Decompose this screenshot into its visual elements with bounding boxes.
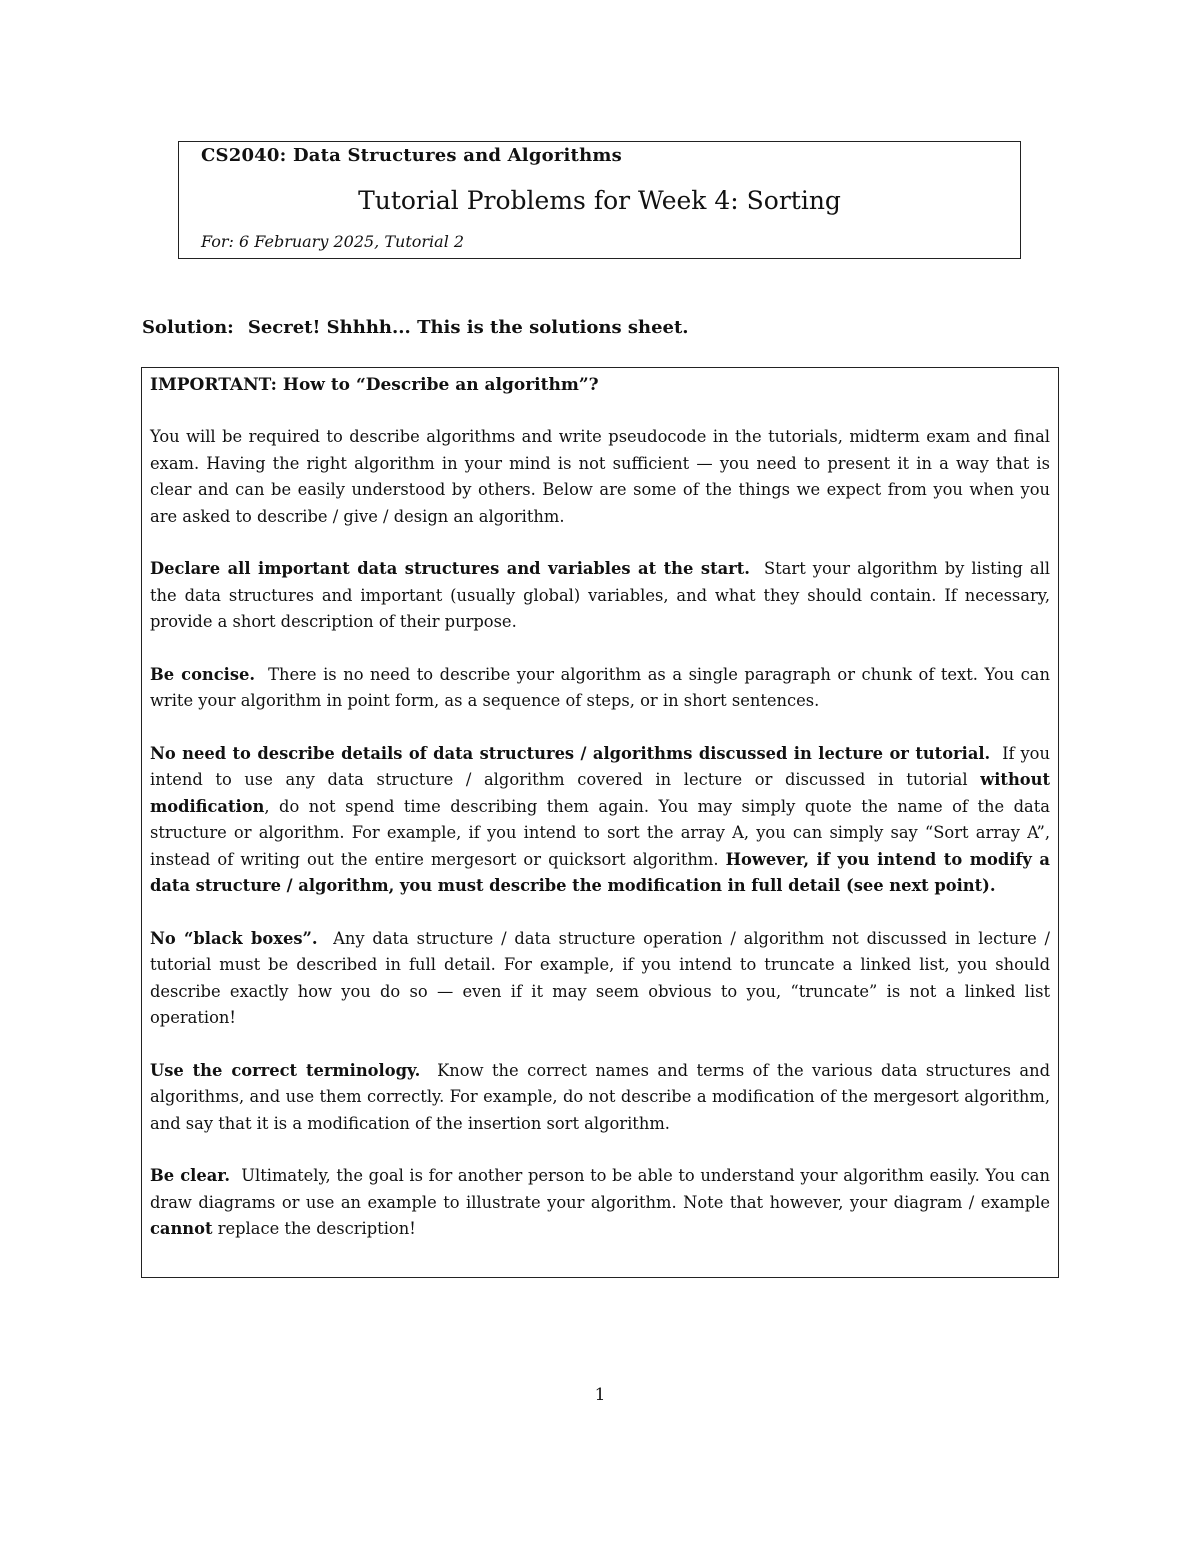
section-body: Know the correct names and terms of the various data structures and algorithms, and use them correctly. For example, do not describe a modification of the mergesort algorithm, and say that it is a modification of the insertion sort algorithm.	[150, 1060, 1050, 1133]
sheet-title: Tutorial Problems for Week 4: Sorting	[358, 186, 841, 215]
course-title	[201, 145, 622, 166]
section-body: If you intend to use any data structure / algorithm covered in lecture or discussed in tutorial	[150, 743, 1050, 789]
section-body-cont: , do not spend time describing them again. You may simply quote the name of the data structure or algorithm. For example, if you intend to sort the array A, you can simply say “Sort array A”, instead of writing out the entire mergesort or quicksort algorithm.	[150, 796, 1050, 869]
section-body-cont: replace the description!	[217, 1219, 416, 1238]
page-number: 1	[594, 1385, 606, 1405]
solution-line	[142, 317, 689, 338]
section-concise	[150, 662, 1050, 715]
section-black-boxes	[150, 926, 1050, 1032]
section-emphasis: without modification	[150, 770, 1050, 816]
tutorial-header-box	[178, 141, 1021, 259]
section-lead: Declare all important data structures and variables at the start.	[150, 559, 750, 578]
course-code: CS2040:	[201, 145, 287, 166]
section-lead: Be clear.	[150, 1166, 231, 1185]
section-body: Start your algorithm by listing all the data structures and important (usually global) variables, and what they should contain. If necessary, provide a short description of their purpose.	[150, 559, 1050, 631]
section-emphasis: cannot	[150, 1219, 213, 1238]
section-no-need	[150, 741, 1050, 900]
section-lead: Use the correct terminology.	[150, 1060, 421, 1080]
section-body: Any data structure / data structure operation / algorithm not discussed in lecture / tutorial must be described in full detail. For example, if you intend to truncate a linked list, you should describe exactly how you do so — even if it may seem obvious to you, “truncate” is not a linked list operation!	[150, 928, 1051, 1027]
section-lead: No need to describe details of data structures / algorithms discussed in lecture or tutorial.	[150, 743, 991, 763]
tutorial-date: For: 6 February 2025, Tutorial 2	[201, 232, 465, 251]
section-declare	[150, 556, 1050, 636]
solution-text: Secret! Shhhh... This is the solutions sheet.	[247, 317, 689, 338]
section-tail: However, if you intend to modify a data structure / algorithm, you must describe the modification in full detail (see next point).	[150, 849, 1050, 895]
intro-paragraph: You will be required to describe algorithms and write pseudocode in the tutorials, midterm exam and final exam. Having the right algorithm in your mind is not sufficient — you need to present it in a way that is clear and can be easily understood by others. Below are some of the things we expect from you when you are asked to describe / give / design an algorithm.	[150, 427, 1050, 526]
section-be-clear	[150, 1163, 1050, 1243]
course-name: Data Structures and Algorithms	[292, 145, 622, 166]
important-box	[141, 367, 1059, 1278]
solution-label: Solution:	[142, 317, 234, 338]
section-lead: No “black boxes”.	[150, 928, 318, 948]
section-lead: Be concise.	[150, 664, 256, 684]
important-title: IMPORTANT: How to “Describe an algorithm”?	[150, 375, 599, 395]
section-body: Ultimately, the goal is for another person to be able to understand your algorithm easily. You can draw diagrams or use an example to illustrate your algorithm. Note that however, your diagram / example	[150, 1166, 1050, 1212]
section-terminology	[150, 1058, 1050, 1138]
section-body: There is no need to describe your algorithm as a single paragraph or chunk of text. You can write your algorithm in point form, as a sequence of steps, or in short sentences.	[150, 664, 1050, 710]
